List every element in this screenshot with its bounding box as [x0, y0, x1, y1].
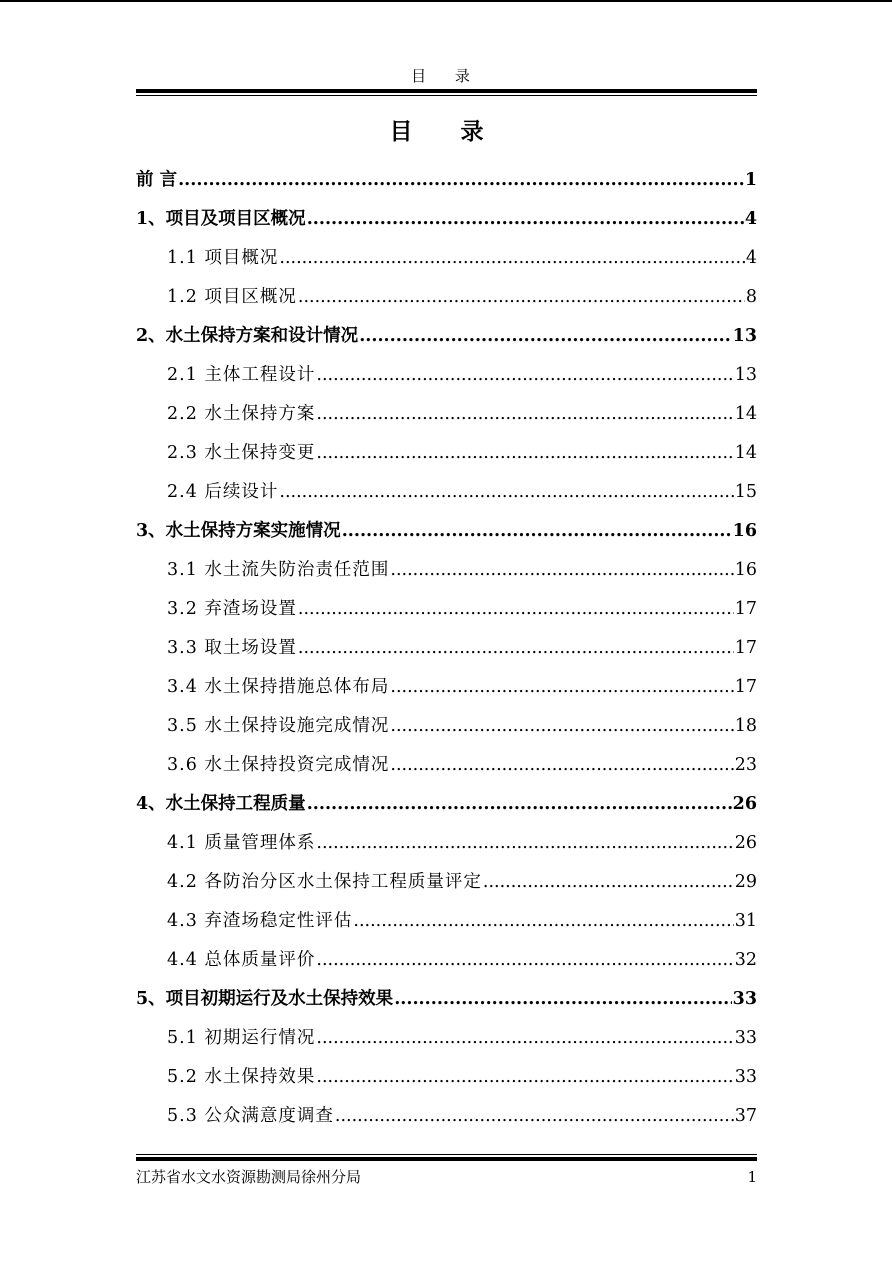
toc-dot-leader — [353, 904, 733, 938]
header-rule-thick — [136, 89, 757, 93]
toc-dot-leader — [359, 319, 731, 353]
toc-entry[interactable] — [136, 436, 757, 475]
toc-entry-label: 3.6 水土保持投资完成情况 — [167, 755, 390, 775]
toc-entry-label: 2.3 水土保持变更 — [167, 443, 316, 463]
toc-entry-label: 5.1 初期运行情况 — [167, 1028, 316, 1048]
toc-entry-page: 33 — [734, 1067, 757, 1087]
toc-dot-leader — [279, 475, 733, 509]
toc-dot-leader — [390, 553, 733, 587]
toc-entry[interactable] — [136, 982, 757, 1021]
toc-entry-page: 14 — [734, 404, 757, 424]
toc-entry-label: 3.2 弃渣场设置 — [167, 599, 297, 619]
footer-rule-thin — [136, 1154, 757, 1155]
toc-entry[interactable] — [136, 826, 757, 865]
toc-entry-page: 26 — [734, 833, 757, 853]
toc-dot-leader — [316, 358, 733, 392]
footer-rule-thick — [136, 1157, 757, 1161]
toc-dot-leader — [316, 943, 733, 977]
toc-dot-leader — [342, 514, 732, 548]
toc-entry-page: 31 — [734, 911, 757, 931]
toc-entry-page: 16 — [734, 560, 757, 580]
toc-entry-label: 4.1 质量管理体系 — [167, 833, 316, 853]
toc-entry[interactable] — [136, 1021, 757, 1060]
toc-dot-leader — [316, 397, 733, 431]
toc-entry[interactable] — [136, 397, 757, 436]
toc-dot-leader — [390, 670, 733, 704]
toc-dot-leader — [483, 865, 734, 899]
toc-entry-page: 33 — [734, 1028, 757, 1048]
toc-entry-label: 2.2 水土保持方案 — [167, 404, 316, 424]
toc-entry-page: 26 — [732, 794, 757, 814]
toc-entry[interactable] — [136, 319, 757, 358]
toc-entry-label: 4.4 总体质量评价 — [167, 950, 316, 970]
toc-dot-leader — [298, 280, 745, 314]
toc-dot-leader — [390, 748, 733, 782]
toc-entry[interactable] — [136, 631, 757, 670]
toc-entry-label: 3.3 取土场设置 — [167, 638, 297, 658]
toc-entry-label: 1、项目及项目区概况 — [136, 209, 306, 229]
toc-entry-page: 17 — [734, 677, 757, 697]
toc-dot-leader — [298, 631, 734, 665]
toc-entry-page: 23 — [734, 755, 757, 775]
toc-entry[interactable] — [136, 904, 757, 943]
toc-dot-leader — [178, 163, 744, 197]
toc-entry-page: 29 — [734, 872, 757, 892]
toc-dot-leader — [316, 1021, 733, 1055]
toc-entry-label: 5、项目初期运行及水土保持效果 — [136, 989, 394, 1009]
toc-dot-leader — [394, 982, 731, 1016]
page-top-border — [0, 0, 892, 2]
table-of-contents — [136, 163, 757, 1138]
toc-entry-page: 13 — [734, 365, 757, 385]
toc-entry[interactable] — [136, 592, 757, 631]
toc-entry-label: 3.5 水土保持设施完成情况 — [167, 716, 390, 736]
toc-entry-label: 4.3 弃渣场稳定性评估 — [167, 911, 353, 931]
toc-entry-label: 2.4 后续设计 — [167, 482, 279, 502]
header-rule-thin — [136, 95, 757, 96]
toc-entry[interactable] — [136, 475, 757, 514]
toc-entry-page: 1 — [744, 170, 757, 190]
toc-entry-label: 3.4 水土保持措施总体布局 — [167, 677, 390, 697]
toc-entry-page: 13 — [732, 326, 757, 346]
toc-dot-leader — [316, 436, 733, 470]
toc-entry-page: 18 — [734, 716, 757, 736]
toc-entry[interactable] — [136, 1060, 757, 1099]
toc-dot-leader — [279, 241, 744, 275]
toc-entry-label: 1.1 项目概况 — [167, 248, 279, 268]
toc-entry-page: 17 — [734, 638, 757, 658]
toc-entry-label: 2.1 主体工程设计 — [167, 365, 316, 385]
toc-dot-leader — [335, 1099, 734, 1133]
toc-entry-page: 4 — [745, 248, 757, 268]
toc-entry[interactable] — [136, 709, 757, 748]
toc-dot-leader — [307, 787, 732, 821]
toc-entry-page: 37 — [734, 1106, 757, 1126]
toc-entry-page: 14 — [734, 443, 757, 463]
toc-entry-label: 4、水土保持工程质量 — [136, 794, 306, 814]
toc-entry-label: 3、水土保持方案实施情况 — [136, 521, 341, 541]
toc-entry-label: 2、水土保持方案和设计情况 — [136, 326, 359, 346]
toc-entry[interactable] — [136, 748, 757, 787]
toc-entry[interactable] — [136, 670, 757, 709]
toc-entry-page: 17 — [734, 599, 757, 619]
toc-entry-page: 33 — [732, 989, 757, 1009]
toc-entry-page: 15 — [734, 482, 757, 502]
toc-entry[interactable] — [136, 241, 757, 280]
toc-dot-leader — [390, 709, 733, 743]
toc-entry-label: 前 言 — [136, 170, 178, 190]
toc-entry[interactable] — [136, 163, 757, 202]
toc-entry-label: 5.2 水土保持效果 — [167, 1067, 316, 1087]
footer-organization: 江苏省水文水资源勘测局徐州分局 — [136, 1168, 362, 1186]
toc-entry[interactable] — [136, 202, 757, 241]
toc-dot-leader — [298, 592, 734, 626]
toc-entry[interactable] — [136, 865, 757, 904]
toc-entry[interactable] — [136, 1099, 757, 1138]
toc-entry-page: 4 — [744, 209, 757, 229]
toc-entry-label: 1.2 项目区概况 — [167, 287, 297, 307]
toc-entry-page: 8 — [745, 287, 757, 307]
toc-entry-label: 5.3 公众满意度调查 — [167, 1106, 334, 1126]
toc-entry[interactable] — [136, 787, 757, 826]
toc-entry-page: 16 — [732, 521, 757, 541]
toc-entry-label: 3.1 水土流失防治责任范围 — [167, 560, 390, 580]
toc-title: 目 录 — [389, 118, 504, 145]
toc-dot-leader — [307, 202, 744, 236]
toc-entry-page: 32 — [734, 950, 757, 970]
toc-entry-label: 4.2 各防治分区水土保持工程质量评定 — [167, 872, 482, 892]
toc-entry[interactable] — [136, 553, 757, 592]
toc-dot-leader — [316, 826, 733, 860]
toc-entry[interactable] — [136, 358, 757, 397]
toc-dot-leader — [316, 1060, 733, 1094]
toc-entry[interactable] — [136, 943, 757, 982]
toc-entry[interactable] — [136, 280, 757, 319]
footer-page-number: 1 — [747, 1168, 757, 1186]
running-header-title: 目 录 — [411, 67, 482, 85]
toc-entry[interactable] — [136, 514, 757, 553]
